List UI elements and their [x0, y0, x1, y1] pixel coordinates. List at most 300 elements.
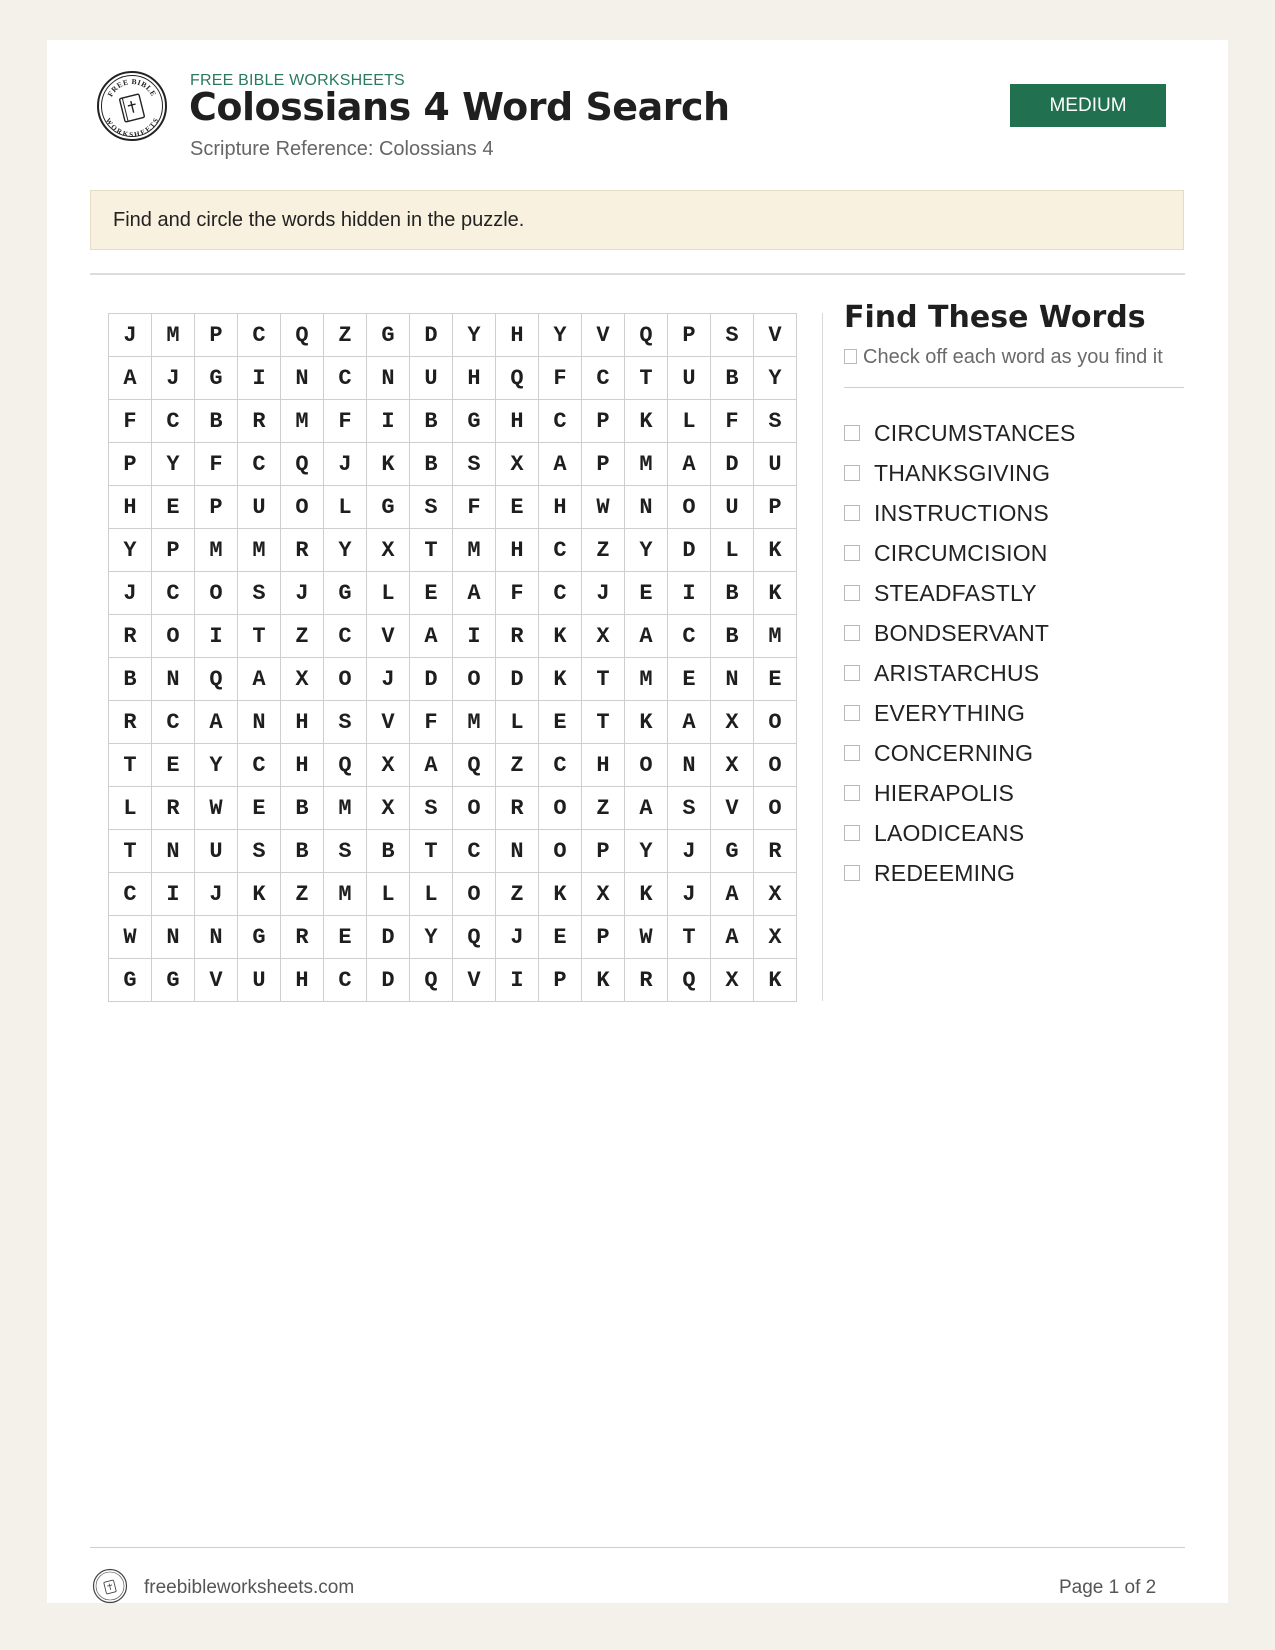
grid-cell[interactable]: M — [324, 787, 367, 830]
grid-cell[interactable]: F — [195, 443, 238, 486]
grid-cell[interactable]: B — [281, 787, 324, 830]
grid-cell[interactable]: V — [453, 959, 496, 1002]
grid-cell[interactable]: P — [668, 314, 711, 357]
grid-cell[interactable]: T — [238, 615, 281, 658]
grid-cell[interactable]: K — [625, 701, 668, 744]
grid-cell[interactable]: Z — [496, 744, 539, 787]
grid-cell[interactable]: F — [324, 400, 367, 443]
grid-cell[interactable]: E — [324, 916, 367, 959]
grid-cell[interactable]: F — [453, 486, 496, 529]
word-item[interactable] — [844, 773, 1076, 813]
page-number: Page 1 of 2 — [1059, 1577, 1157, 1598]
grid-cell[interactable]: T — [582, 658, 625, 701]
grid-cell[interactable]: Y — [152, 443, 195, 486]
grid-cell[interactable]: N — [238, 701, 281, 744]
grid-cell[interactable]: H — [539, 486, 582, 529]
grid-cell[interactable]: A — [453, 572, 496, 615]
grid-cell[interactable]: Q — [453, 916, 496, 959]
grid-cell[interactable]: K — [625, 400, 668, 443]
grid-cell[interactable]: E — [238, 787, 281, 830]
grid-cell[interactable]: U — [238, 959, 281, 1002]
grid-cell[interactable]: J — [195, 873, 238, 916]
grid-cell[interactable]: R — [109, 615, 152, 658]
grid-cell[interactable]: X — [711, 959, 754, 1002]
grid-cell[interactable]: G — [453, 400, 496, 443]
grid-cell[interactable]: A — [711, 873, 754, 916]
grid-cell[interactable]: Z — [582, 787, 625, 830]
grid-cell[interactable]: Y — [195, 744, 238, 787]
grid-cell[interactable]: U — [195, 830, 238, 873]
word-checkbox[interactable] — [844, 465, 860, 481]
grid-cell[interactable]: W — [582, 486, 625, 529]
grid-cell[interactable]: I — [453, 615, 496, 658]
grid-cell[interactable]: E — [410, 572, 453, 615]
grid-cell[interactable]: X — [711, 744, 754, 787]
grid-cell[interactable]: J — [109, 314, 152, 357]
grid-cell[interactable]: Q — [195, 658, 238, 701]
word-checkbox[interactable] — [844, 545, 860, 561]
grid-cell[interactable]: C — [152, 572, 195, 615]
word-item[interactable] — [844, 493, 1076, 533]
grid-cell[interactable]: M — [453, 529, 496, 572]
grid-cell[interactable]: R — [281, 916, 324, 959]
grid-cell[interactable]: B — [109, 658, 152, 701]
grid-cell[interactable]: N — [152, 916, 195, 959]
grid-cell[interactable]: Y — [410, 916, 453, 959]
grid-cell[interactable]: K — [625, 873, 668, 916]
grid-cell[interactable]: N — [496, 830, 539, 873]
grid-cell[interactable]: L — [410, 873, 453, 916]
logo-text-top: FREE BIBLE — [105, 76, 159, 99]
grid-cell[interactable]: I — [668, 572, 711, 615]
grid-cell[interactable]: R — [496, 615, 539, 658]
grid-cell[interactable]: C — [453, 830, 496, 873]
grid-cell[interactable]: Y — [539, 314, 582, 357]
grid-cell[interactable]: J — [324, 443, 367, 486]
grid-cell[interactable]: N — [195, 916, 238, 959]
grid-cell[interactable]: B — [367, 830, 410, 873]
word-label: STEADFASTLY — [874, 579, 1037, 606]
word-item[interactable] — [844, 573, 1076, 613]
grid-cell[interactable]: V — [367, 701, 410, 744]
grid-cell[interactable]: P — [195, 486, 238, 529]
grid-cell[interactable]: X — [367, 787, 410, 830]
grid-cell[interactable]: X — [367, 744, 410, 787]
grid-cell[interactable]: C — [238, 443, 281, 486]
grid-cell[interactable]: J — [582, 572, 625, 615]
grid-cell[interactable]: U — [238, 486, 281, 529]
page-title: Colossians 4 Word Search — [189, 85, 730, 129]
grid-cell[interactable]: M — [754, 615, 797, 658]
grid-cell[interactable]: D — [367, 959, 410, 1002]
grid-cell[interactable]: O — [281, 486, 324, 529]
word-checkbox[interactable] — [844, 625, 860, 641]
word-checkbox[interactable] — [844, 865, 860, 881]
grid-cell[interactable]: J — [367, 658, 410, 701]
grid-cell[interactable]: M — [195, 529, 238, 572]
word-item[interactable] — [844, 853, 1076, 893]
scripture-reference: Scripture Reference: Colossians 4 — [190, 138, 494, 160]
word-checkbox[interactable] — [844, 665, 860, 681]
word-item[interactable] — [844, 813, 1076, 853]
grid-cell[interactable]: C — [238, 314, 281, 357]
grid-cell[interactable]: C — [109, 873, 152, 916]
grid-cell[interactable]: J — [668, 873, 711, 916]
grid-cell[interactable]: F — [711, 400, 754, 443]
grid-cell[interactable]: I — [195, 615, 238, 658]
grid-cell[interactable]: T — [625, 357, 668, 400]
grid-cell[interactable]: K — [754, 572, 797, 615]
grid-cell[interactable]: U — [711, 486, 754, 529]
grid-cell[interactable]: A — [238, 658, 281, 701]
grid-cell[interactable]: F — [109, 400, 152, 443]
word-checkbox[interactable] — [844, 785, 860, 801]
grid-cell[interactable]: N — [668, 744, 711, 787]
grid-cell[interactable]: X — [582, 873, 625, 916]
grid-cell[interactable]: O — [754, 787, 797, 830]
grid-cell[interactable]: H — [496, 400, 539, 443]
word-checkbox[interactable] — [844, 505, 860, 521]
grid-cell[interactable]: X — [281, 658, 324, 701]
grid-cell[interactable]: O — [625, 744, 668, 787]
word-label: CIRCUMCISION — [874, 539, 1048, 566]
grid-cell[interactable]: J — [668, 830, 711, 873]
word-checkbox[interactable] — [844, 705, 860, 721]
grid-cell[interactable]: W — [109, 916, 152, 959]
grid-cell[interactable]: L — [711, 529, 754, 572]
grid-cell[interactable]: G — [195, 357, 238, 400]
grid-cell[interactable]: H — [496, 529, 539, 572]
grid-cell[interactable]: L — [367, 572, 410, 615]
word-checkbox[interactable] — [844, 825, 860, 841]
grid-cell[interactable]: B — [711, 615, 754, 658]
grid-cell[interactable]: E — [539, 916, 582, 959]
grid-cell[interactable]: Y — [324, 529, 367, 572]
grid-cell[interactable]: S — [711, 314, 754, 357]
grid-cell[interactable]: V — [195, 959, 238, 1002]
grid-cell[interactable]: I — [238, 357, 281, 400]
grid-cell[interactable]: P — [582, 400, 625, 443]
grid-cell[interactable]: J — [281, 572, 324, 615]
grid-cell[interactable]: E — [496, 486, 539, 529]
grid-cell[interactable]: H — [496, 314, 539, 357]
grid-cell[interactable]: A — [625, 787, 668, 830]
grid-cell[interactable]: N — [152, 830, 195, 873]
grid-cell[interactable]: F — [539, 357, 582, 400]
grid-cell[interactable]: I — [367, 400, 410, 443]
divider — [844, 387, 1184, 388]
grid-row — [109, 787, 797, 830]
grid-cell[interactable]: R — [238, 400, 281, 443]
grid-cell[interactable]: O — [324, 658, 367, 701]
word-item[interactable] — [844, 693, 1076, 733]
word-checkbox[interactable] — [844, 745, 860, 761]
grid-cell[interactable]: K — [539, 615, 582, 658]
grid-cell[interactable]: P — [754, 486, 797, 529]
grid-cell[interactable]: X — [711, 701, 754, 744]
grid-cell[interactable]: A — [410, 615, 453, 658]
grid-cell[interactable]: U — [668, 357, 711, 400]
grid-cell[interactable]: B — [410, 443, 453, 486]
logo-text-bottom: WORKSHEETS — [103, 116, 161, 139]
grid-cell[interactable]: E — [625, 572, 668, 615]
grid-cell[interactable]: P — [109, 443, 152, 486]
grid-cell[interactable]: Q — [281, 443, 324, 486]
grid-cell[interactable]: G — [109, 959, 152, 1002]
grid-cell[interactable]: P — [582, 830, 625, 873]
grid-cell[interactable]: Y — [453, 314, 496, 357]
grid-cell[interactable]: M — [453, 701, 496, 744]
grid-cell[interactable]: K — [367, 443, 410, 486]
grid-cell[interactable]: B — [711, 357, 754, 400]
grid-row — [109, 357, 797, 400]
grid-cell[interactable]: W — [625, 916, 668, 959]
grid-cell[interactable]: L — [668, 400, 711, 443]
grid-cell[interactable]: G — [367, 486, 410, 529]
grid-cell[interactable]: O — [453, 787, 496, 830]
grid-cell[interactable]: M — [625, 443, 668, 486]
grid-cell[interactable]: E — [754, 658, 797, 701]
grid-cell[interactable]: S — [238, 572, 281, 615]
grid-cell[interactable]: R — [625, 959, 668, 1002]
word-label: CIRCUMSTANCES — [874, 419, 1076, 446]
grid-cell[interactable]: L — [109, 787, 152, 830]
grid-cell[interactable]: D — [410, 658, 453, 701]
grid-cell[interactable]: D — [367, 916, 410, 959]
grid-cell[interactable]: S — [453, 443, 496, 486]
grid-cell[interactable]: Y — [625, 830, 668, 873]
grid-cell[interactable]: S — [668, 787, 711, 830]
word-label: LAODICEANS — [874, 819, 1025, 846]
grid-cell[interactable]: C — [324, 959, 367, 1002]
grid-cell[interactable]: P — [195, 314, 238, 357]
grid-cell[interactable]: A — [711, 916, 754, 959]
grid-cell[interactable]: S — [324, 830, 367, 873]
grid-cell[interactable]: T — [582, 701, 625, 744]
grid-cell[interactable]: S — [410, 486, 453, 529]
word-item[interactable] — [844, 733, 1076, 773]
grid-cell[interactable]: Y — [625, 529, 668, 572]
grid-cell[interactable]: G — [238, 916, 281, 959]
grid-cell[interactable]: B — [711, 572, 754, 615]
grid-cell[interactable]: C — [324, 357, 367, 400]
grid-cell[interactable]: M — [625, 658, 668, 701]
grid-cell[interactable]: O — [453, 873, 496, 916]
grid-cell[interactable]: O — [152, 615, 195, 658]
grid-cell[interactable]: Q — [668, 959, 711, 1002]
grid-cell[interactable]: K — [754, 529, 797, 572]
footer-website: freebibleworksheets.com — [144, 1577, 355, 1598]
grid-cell[interactable]: K — [539, 658, 582, 701]
grid-cell[interactable]: O — [195, 572, 238, 615]
grid-cell[interactable]: O — [453, 658, 496, 701]
grid-cell[interactable]: O — [539, 830, 582, 873]
grid-cell[interactable]: S — [324, 701, 367, 744]
grid-cell[interactable]: R — [152, 787, 195, 830]
grid-cell[interactable]: B — [410, 400, 453, 443]
grid-cell[interactable]: I — [152, 873, 195, 916]
grid-cell[interactable]: P — [539, 959, 582, 1002]
grid-cell[interactable]: J — [109, 572, 152, 615]
grid-cell[interactable]: Q — [324, 744, 367, 787]
grid-cell[interactable]: E — [539, 701, 582, 744]
grid-cell[interactable]: C — [539, 572, 582, 615]
grid-cell[interactable]: H — [109, 486, 152, 529]
grid-cell[interactable]: C — [582, 357, 625, 400]
grid-cell[interactable]: E — [152, 744, 195, 787]
grid-cell[interactable]: H — [582, 744, 625, 787]
divider — [90, 273, 1185, 275]
grid-cell[interactable]: R — [754, 830, 797, 873]
grid-cell[interactable]: I — [496, 959, 539, 1002]
grid-cell[interactable]: T — [668, 916, 711, 959]
grid-cell[interactable]: X — [582, 615, 625, 658]
footer-logo — [92, 1568, 128, 1604]
grid-cell[interactable]: M — [281, 400, 324, 443]
grid-cell[interactable]: Z — [496, 873, 539, 916]
grid-cell[interactable]: D — [496, 658, 539, 701]
grid-cell[interactable]: Z — [582, 529, 625, 572]
grid-cell[interactable]: A — [625, 615, 668, 658]
grid-cell[interactable]: U — [410, 357, 453, 400]
grid-cell[interactable]: A — [410, 744, 453, 787]
grid-cell[interactable]: S — [410, 787, 453, 830]
word-item[interactable] — [844, 613, 1076, 653]
grid-cell[interactable]: K — [754, 959, 797, 1002]
grid-cell[interactable]: O — [754, 744, 797, 787]
grid-cell[interactable]: Y — [754, 357, 797, 400]
word-item[interactable] — [844, 453, 1076, 493]
grid-cell[interactable]: L — [496, 701, 539, 744]
grid-cell[interactable]: N — [367, 357, 410, 400]
grid-cell[interactable]: Y — [109, 529, 152, 572]
grid-cell[interactable]: A — [109, 357, 152, 400]
grid-cell[interactable]: C — [238, 744, 281, 787]
grid-cell[interactable]: A — [539, 443, 582, 486]
grid-cell[interactable]: Q — [281, 314, 324, 357]
grid-cell[interactable]: C — [539, 529, 582, 572]
grid-row — [109, 486, 797, 529]
grid-cell[interactable]: P — [152, 529, 195, 572]
grid-cell[interactable]: B — [281, 830, 324, 873]
grid-cell[interactable]: O — [539, 787, 582, 830]
word-item[interactable] — [844, 653, 1076, 693]
grid-cell[interactable]: V — [582, 314, 625, 357]
grid-cell[interactable]: D — [711, 443, 754, 486]
grid-cell[interactable]: N — [711, 658, 754, 701]
grid-cell[interactable]: Z — [281, 615, 324, 658]
grid-cell[interactable]: M — [152, 314, 195, 357]
word-label: EVERYTHING — [874, 699, 1026, 726]
grid-cell[interactable]: X — [496, 443, 539, 486]
grid-cell[interactable]: S — [754, 400, 797, 443]
grid-cell[interactable]: Q — [496, 357, 539, 400]
word-item[interactable] — [844, 413, 1076, 453]
grid-cell[interactable]: T — [410, 830, 453, 873]
grid-row — [109, 701, 797, 744]
grid-cell[interactable]: J — [496, 916, 539, 959]
grid-cell[interactable]: E — [152, 486, 195, 529]
grid-cell[interactable]: H — [281, 701, 324, 744]
grid-cell[interactable]: G — [367, 314, 410, 357]
grid-cell[interactable]: P — [582, 443, 625, 486]
grid-cell[interactable]: C — [324, 615, 367, 658]
grid-cell[interactable]: K — [539, 873, 582, 916]
grid-cell[interactable]: Q — [625, 314, 668, 357]
grid-cell[interactable]: X — [367, 529, 410, 572]
grid-cell[interactable]: E — [668, 658, 711, 701]
grid-cell[interactable]: N — [281, 357, 324, 400]
grid-cell[interactable]: O — [668, 486, 711, 529]
grid-cell[interactable]: C — [668, 615, 711, 658]
grid-cell[interactable]: T — [410, 529, 453, 572]
grid-cell[interactable]: Z — [281, 873, 324, 916]
grid-cell[interactable]: Q — [453, 744, 496, 787]
grid-cell[interactable]: H — [453, 357, 496, 400]
grid-cell[interactable]: N — [625, 486, 668, 529]
grid-cell[interactable]: M — [238, 529, 281, 572]
grid-cell[interactable]: J — [152, 357, 195, 400]
grid-cell[interactable]: U — [754, 443, 797, 486]
grid-cell[interactable]: C — [152, 701, 195, 744]
word-checkbox[interactable] — [844, 585, 860, 601]
grid-cell[interactable]: R — [281, 529, 324, 572]
grid-cell[interactable]: M — [324, 873, 367, 916]
grid-cell[interactable]: D — [410, 314, 453, 357]
grid-cell[interactable]: D — [668, 529, 711, 572]
word-search-grid — [108, 313, 797, 1002]
grid-cell[interactable]: A — [668, 701, 711, 744]
grid-cell[interactable]: V — [754, 314, 797, 357]
grid-cell[interactable]: C — [152, 400, 195, 443]
grid-row — [109, 572, 797, 615]
grid-cell[interactable]: T — [109, 830, 152, 873]
word-checkbox[interactable] — [844, 425, 860, 441]
grid-cell[interactable]: K — [582, 959, 625, 1002]
grid-cell[interactable]: V — [711, 787, 754, 830]
grid-cell[interactable]: K — [238, 873, 281, 916]
grid-cell[interactable]: H — [281, 744, 324, 787]
grid-cell[interactable]: C — [539, 744, 582, 787]
grid-cell[interactable]: G — [711, 830, 754, 873]
grid-cell[interactable]: R — [496, 787, 539, 830]
grid-cell[interactable]: G — [324, 572, 367, 615]
grid-cell[interactable]: S — [238, 830, 281, 873]
grid-cell[interactable]: T — [109, 744, 152, 787]
grid-cell[interactable]: P — [582, 916, 625, 959]
grid-cell[interactable]: Z — [324, 314, 367, 357]
grid-cell[interactable]: F — [410, 701, 453, 744]
grid-cell[interactable]: W — [195, 787, 238, 830]
grid-cell[interactable]: B — [195, 400, 238, 443]
grid-cell[interactable]: A — [668, 443, 711, 486]
grid-cell[interactable]: N — [152, 658, 195, 701]
grid-cell[interactable]: X — [754, 873, 797, 916]
grid-cell[interactable]: L — [324, 486, 367, 529]
grid-cell[interactable]: R — [109, 701, 152, 744]
grid-cell[interactable]: A — [195, 701, 238, 744]
grid-cell[interactable]: G — [152, 959, 195, 1002]
grid-cell[interactable]: F — [496, 572, 539, 615]
grid-cell[interactable]: X — [754, 916, 797, 959]
grid-cell[interactable]: V — [367, 615, 410, 658]
grid-cell[interactable]: C — [539, 400, 582, 443]
grid-cell[interactable]: Q — [410, 959, 453, 1002]
grid-cell[interactable]: H — [281, 959, 324, 1002]
grid-cell[interactable]: L — [367, 873, 410, 916]
grid-cell[interactable]: O — [754, 701, 797, 744]
word-item[interactable] — [844, 533, 1076, 573]
